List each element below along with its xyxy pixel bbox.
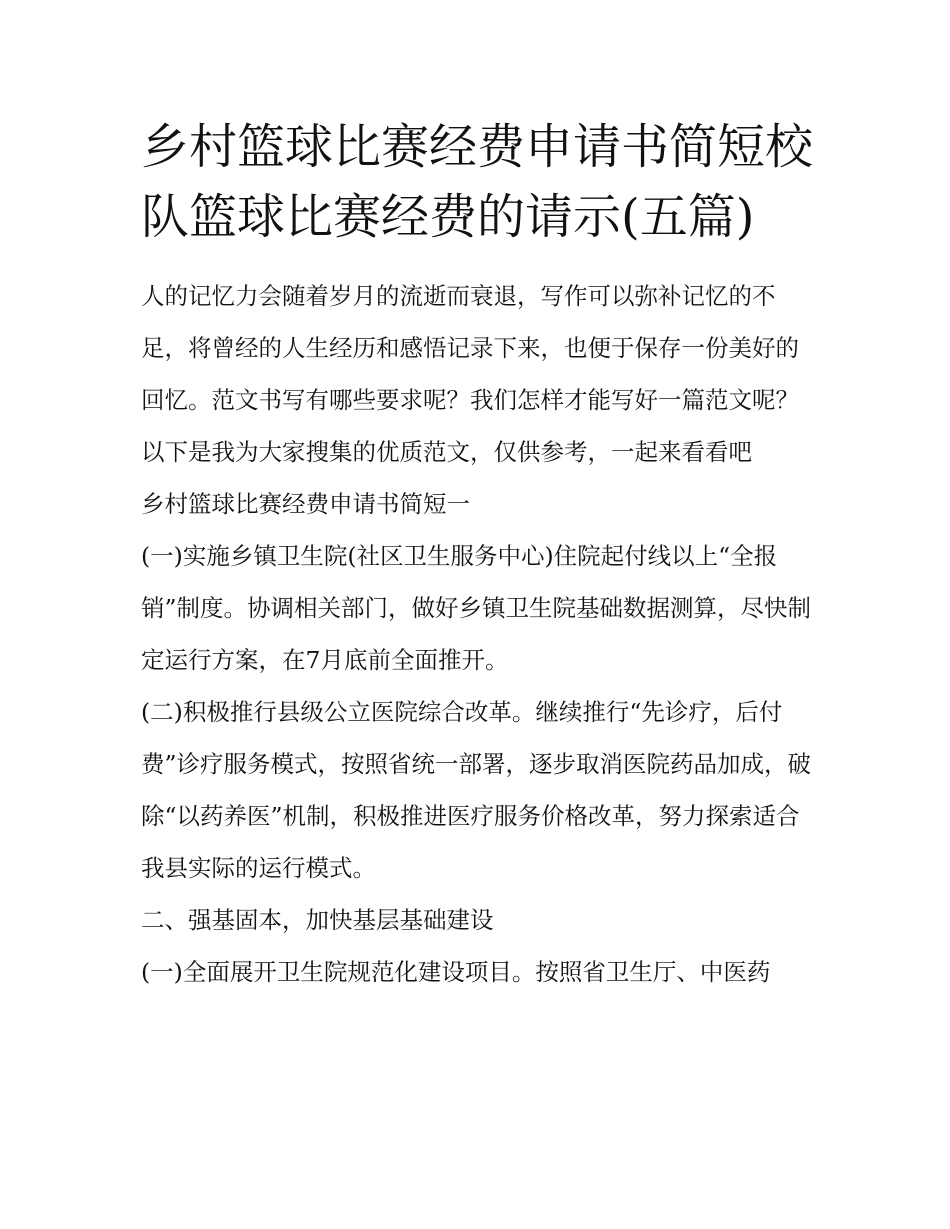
body-paragraph: (一)全面展开卫生院规范化建设项目。按照省卫生厅、中医药 [141, 958, 771, 986]
section-heading: 二、强基固本，加快基层基础建设 [141, 906, 494, 934]
document-body [141, 112, 813, 998]
body-paragraph: (一)实施乡镇卫生院(社区卫生服务中心)住院起付线以上“全报销”制度。协调相关部门，做好乡镇卫生院基础数据测算，尽快制定运行方案，在7月底前全面推开。 [141, 542, 812, 674]
intro-paragraph: 人的记忆力会随着岁月的流逝而衰退，写作可以弥补记忆的不足，将曾经的人生经历和感悟记录下来，也便于保存一份美好的回忆。范文书写有哪些要求呢？我们怎样才能写好一篇范文呢？以下是我为大家搜集的优质范文，仅供参考，一起来看看吧 [141, 282, 799, 466]
section-heading: 乡村篮球比赛经费申请书简短一 [141, 490, 470, 518]
document-title: 乡村篮球比赛经费申请书简短校队篮球比赛经费的请示(五篇) [141, 119, 814, 245]
body-paragraph: (二)积极推行县级公立医院综合改革。继续推行“先诊疗，后付费”诊疗服务模式，按照省统一部署，逐步取消医院药品加成，破除“以药养医”机制，积极推进医疗服务价格改革，努力探索适合我县实际的运行模式。 [141, 698, 812, 882]
